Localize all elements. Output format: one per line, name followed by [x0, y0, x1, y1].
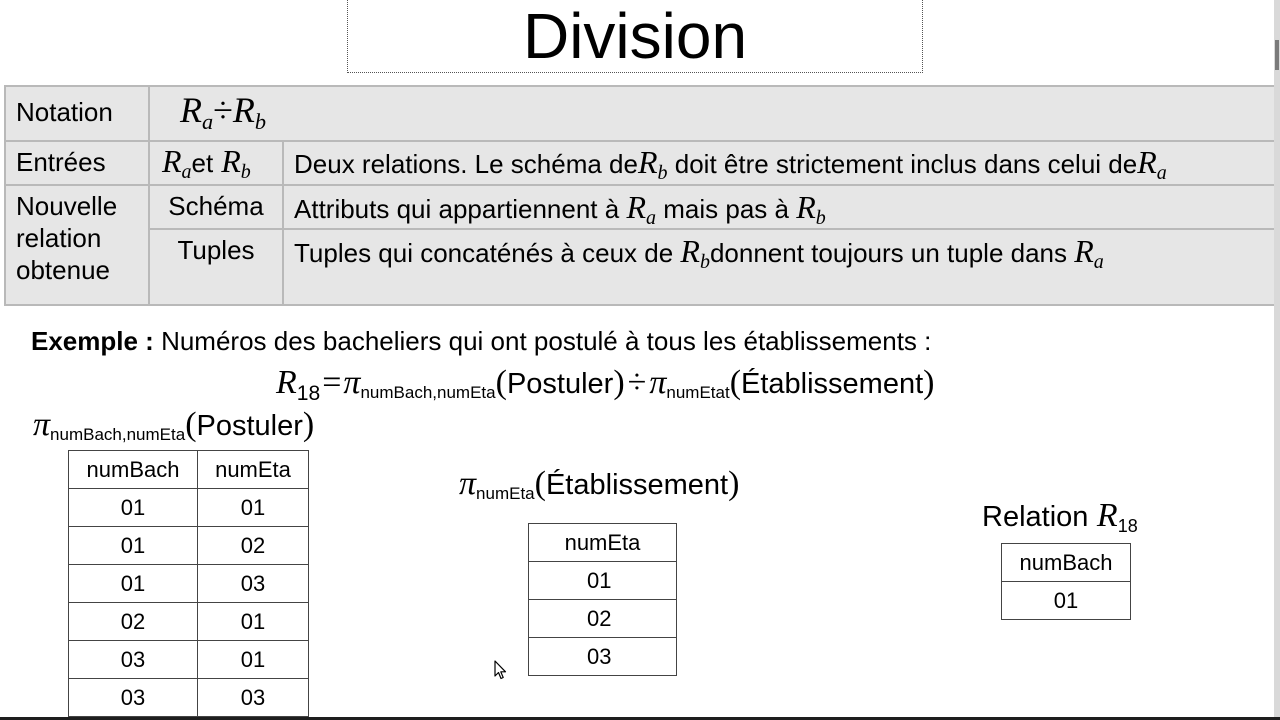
schema-label: Schéma	[168, 191, 264, 221]
table-cell: 01	[69, 565, 198, 603]
table-row	[69, 603, 309, 641]
table-cell: 01	[1002, 582, 1131, 620]
table-row	[69, 489, 309, 527]
table-cell: 03	[198, 679, 309, 717]
column-header: numEta	[529, 524, 677, 562]
table-cell: 03	[69, 679, 198, 717]
table-cell: 03	[69, 641, 198, 679]
mouse-pointer-icon	[494, 660, 508, 680]
table-row	[69, 527, 309, 565]
column-header: numBach	[1002, 544, 1131, 582]
new-relation-label: Nouvelle relation obtenue	[16, 191, 118, 285]
definition-table	[4, 85, 1280, 306]
inputs-description: Deux relations. Le schéma deR$_b$ doit être strictement inclus dans celui deR$_a$	[294, 144, 1167, 185]
table-row	[69, 679, 309, 717]
slide-title-box	[347, 0, 923, 73]
table-row	[69, 565, 309, 603]
table-cell: 01	[529, 562, 677, 600]
notation-label: Notation	[16, 97, 113, 127]
table-cell: 01	[198, 603, 309, 641]
inputs-label: Entrées	[16, 147, 106, 177]
tuples-description: Tuples qui concaténés à ceux de $R_bdonnent$ toujours un tuple dans $R_a$	[294, 233, 1104, 274]
table-cell: 03	[198, 565, 309, 603]
table-row	[69, 641, 309, 679]
vertical-scrollbar[interactable]	[1274, 0, 1280, 720]
postuler-table	[68, 450, 309, 717]
table-header-row	[529, 524, 677, 562]
table-cell: 02	[198, 527, 309, 565]
table-cell: 01	[198, 489, 309, 527]
result-table	[1001, 543, 1131, 620]
table-cell: 02	[69, 603, 198, 641]
table-row	[1002, 582, 1131, 620]
scrollbar-thumb[interactable]	[1275, 40, 1279, 70]
postuler-caption: πnumBach,numEta(Postuler)	[33, 406, 315, 445]
column-header: numEta	[198, 451, 309, 489]
column-header: numBach	[69, 451, 198, 489]
etablissement-table	[528, 523, 677, 676]
table-header-row	[1002, 544, 1131, 582]
example-formula: R18=πnumBach,numEta(Postuler)÷πnumEtat(Établissement)	[276, 364, 935, 405]
table-row	[529, 600, 677, 638]
schema-description: Attributs qui appartiennent à $R_a$ mais pas à $R_b$	[294, 189, 826, 230]
table-cell: 01	[198, 641, 309, 679]
result-caption: Relation R18	[982, 497, 1138, 536]
notation-formula: Ra÷Rb	[180, 90, 267, 135]
table-cell: 01	[69, 527, 198, 565]
tuples-label: Tuples	[177, 235, 255, 265]
table-cell: 02	[529, 600, 677, 638]
etablissement-caption: πnumEta(Établissement)	[459, 465, 740, 504]
table-cell: 03	[529, 638, 677, 676]
example-text: Exemple : Numéros des bacheliers qui ont postulé à tous les établissements :	[31, 326, 932, 356]
inputs-symbols: $R_aet$ $R_b$	[162, 143, 251, 184]
table-header-row	[69, 451, 309, 489]
table-row	[529, 638, 677, 676]
table-row	[529, 562, 677, 600]
slide-title: Division	[522, 0, 748, 72]
table-cell: 01	[69, 489, 198, 527]
